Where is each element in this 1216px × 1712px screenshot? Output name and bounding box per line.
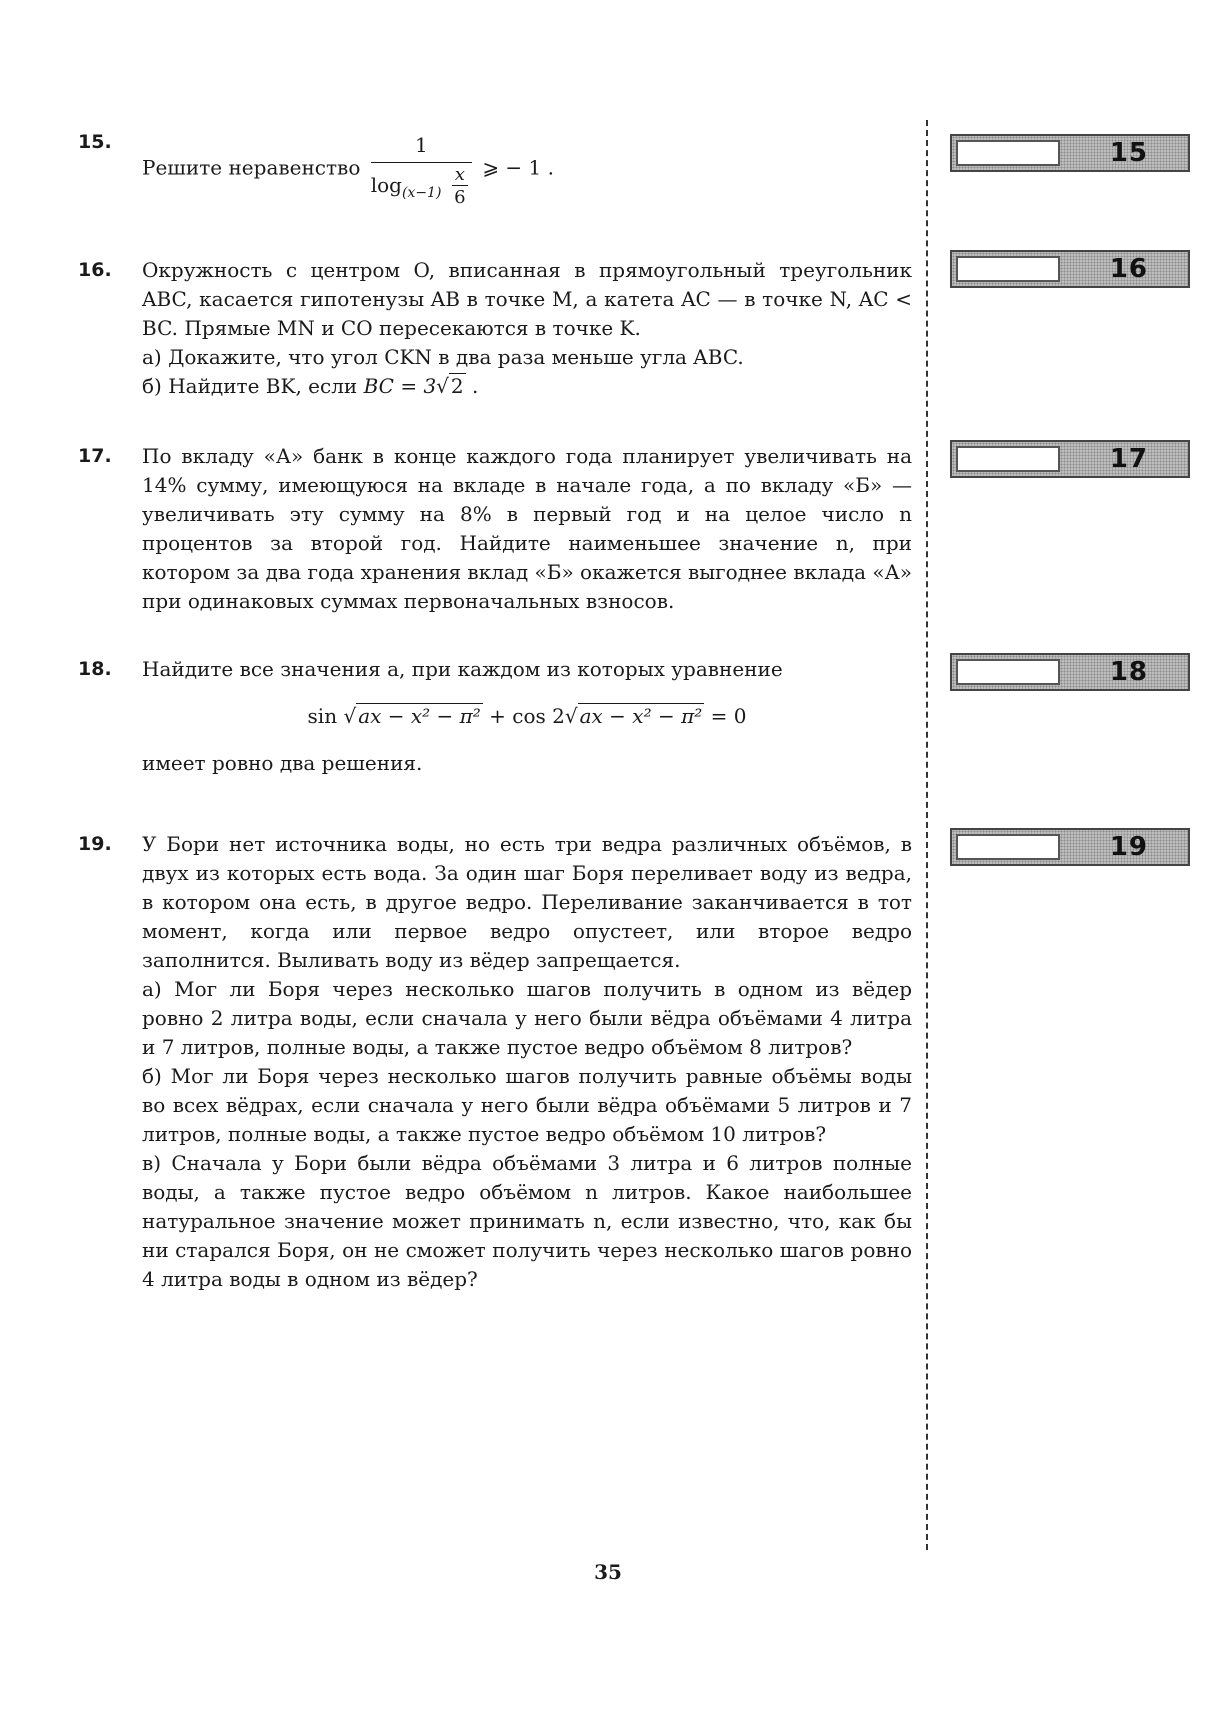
- eq-root-1: ax − x² − π²: [358, 704, 481, 728]
- task-part-b: б) Мог ли Боря через несколько шагов получить равные объёмы воды во всех вёдрах, если сначала у него были вёдра объёмами 5 литров и 7 литров, полные воды, а также пустое ведро объёмом 10 литров?: [142, 1064, 912, 1146]
- log-argument-numerator: x: [452, 165, 468, 186]
- log-argument-denominator: 6: [454, 187, 466, 208]
- part-b-root: 2: [450, 374, 464, 398]
- log-text: log: [370, 173, 402, 197]
- answer-box-label: 18: [1109, 657, 1148, 687]
- answer-box-label: 15: [1109, 138, 1148, 168]
- page-number: 35: [594, 1560, 622, 1584]
- part-b-text: б) Найдите BK, если: [142, 374, 358, 398]
- part-b-end: .: [472, 374, 479, 398]
- task-part-a: а) Докажите, что угол CKN в два раза меньше угла ABC.: [142, 345, 744, 369]
- answer-box-18: [950, 653, 1190, 691]
- equation: sin √ ax − x² − π² + cos 2√ ax − x² − π² = 0: [307, 704, 747, 728]
- answer-field-18[interactable]: [956, 659, 1060, 685]
- task-number: 15.: [78, 131, 112, 153]
- inequality-rhs: ⩾ − 1 .: [482, 155, 554, 180]
- task-number: 17.: [78, 445, 112, 467]
- eq-root-2: ax − x² − π²: [579, 704, 703, 728]
- answer-box-label: 17: [1109, 444, 1148, 474]
- eq-cos: + cos 2: [489, 704, 565, 728]
- task-number: 18.: [78, 658, 112, 680]
- answer-field-17[interactable]: [956, 446, 1060, 472]
- task-question: имеет ровно два решения.: [142, 751, 423, 775]
- inequality-fraction: [371, 128, 472, 210]
- task-16: [78, 256, 912, 401]
- answer-field-16[interactable]: [956, 256, 1060, 282]
- answer-box-16: [950, 250, 1190, 288]
- task-condition: У Бори нет источника воды, но есть три ведра различных объёмов, в двух из которых есть вода. За один шаг Боря переливает воду из ведра, в котором она есть, в другое ведро. Переливание заканчивается в тот момент, когда или первое ведро опустеет, или второе ведро заполнится. Выливать воду из вёдер запрещается.: [142, 832, 912, 972]
- task-condition: По вкладу «А» банк в конце каждого года планирует увеличивать на 14% сумму, имеющуюся на вкладе в начале года, а по вкладу «Б» — увеличивать эту сумму на 8% в первый год и на целое число n процентов за второй год. Найдите наименьшее значение n, при котором за два года хранения вклад «Б» окажется выгоднее вклада «А» при одинаковых суммах первоначальных взносов.: [142, 444, 912, 613]
- task-19: [78, 830, 912, 1294]
- task-part-c: в) Сначала у Бори были вёдра объёмами 3 литра и 6 литров полные воды, а также пустое ведро объёмом n литров. Какое наибольшее натуральное значение может принимать n, если известно, что, как бы ни старался Боря, он не сможет получить через несколько шагов ровно 4 литра воды в одном из вёдер?: [142, 1151, 912, 1291]
- task-17: [78, 442, 912, 616]
- log-base: (x−1): [401, 185, 442, 201]
- part-b-bc: BC = 3: [363, 374, 437, 398]
- answer-field-15[interactable]: [956, 140, 1060, 166]
- task-15: [78, 128, 912, 210]
- answer-box-label: 16: [1109, 254, 1148, 284]
- answer-field-19[interactable]: [956, 834, 1060, 860]
- answer-box-15: [950, 134, 1190, 172]
- eq-end: = 0: [710, 704, 747, 728]
- task-condition: Найдите все значения a, при каждом из которых уравнение: [142, 657, 783, 681]
- task-condition: Окружность с центром O, вписанная в прямоугольный треугольник ABC, касается гипотенузы AB в точке M, а катета AC — в точке N, AC < BC. Прямые MN и CO пересекаются в точке K.: [142, 258, 912, 340]
- answer-box-17: [950, 440, 1190, 478]
- task-part-a: а) Мог ли Боря через несколько шагов получить в одном из вёдер ровно 2 литра воды, если сначала у него были вёдра объёмами 4 литра и 7 литров, полные воды, а также пустое ведро объёмом 8 литров?: [142, 977, 912, 1059]
- task-18: [78, 655, 912, 778]
- answer-box-19: [950, 828, 1190, 866]
- task-number: 19.: [78, 833, 112, 855]
- log-argument-fraction: [452, 165, 468, 208]
- task-intro: Решите неравенство: [142, 155, 361, 180]
- task-number: 16.: [78, 259, 112, 281]
- eq-sin: sin: [307, 704, 338, 728]
- fraction-denominator: [371, 163, 472, 210]
- task-part-b: б) Найдите BK, если BC = 3√ 2 .: [142, 374, 479, 398]
- answer-box-label: 19: [1109, 832, 1148, 862]
- cut-line: [926, 120, 928, 1550]
- fraction-numerator: 1: [371, 128, 472, 163]
